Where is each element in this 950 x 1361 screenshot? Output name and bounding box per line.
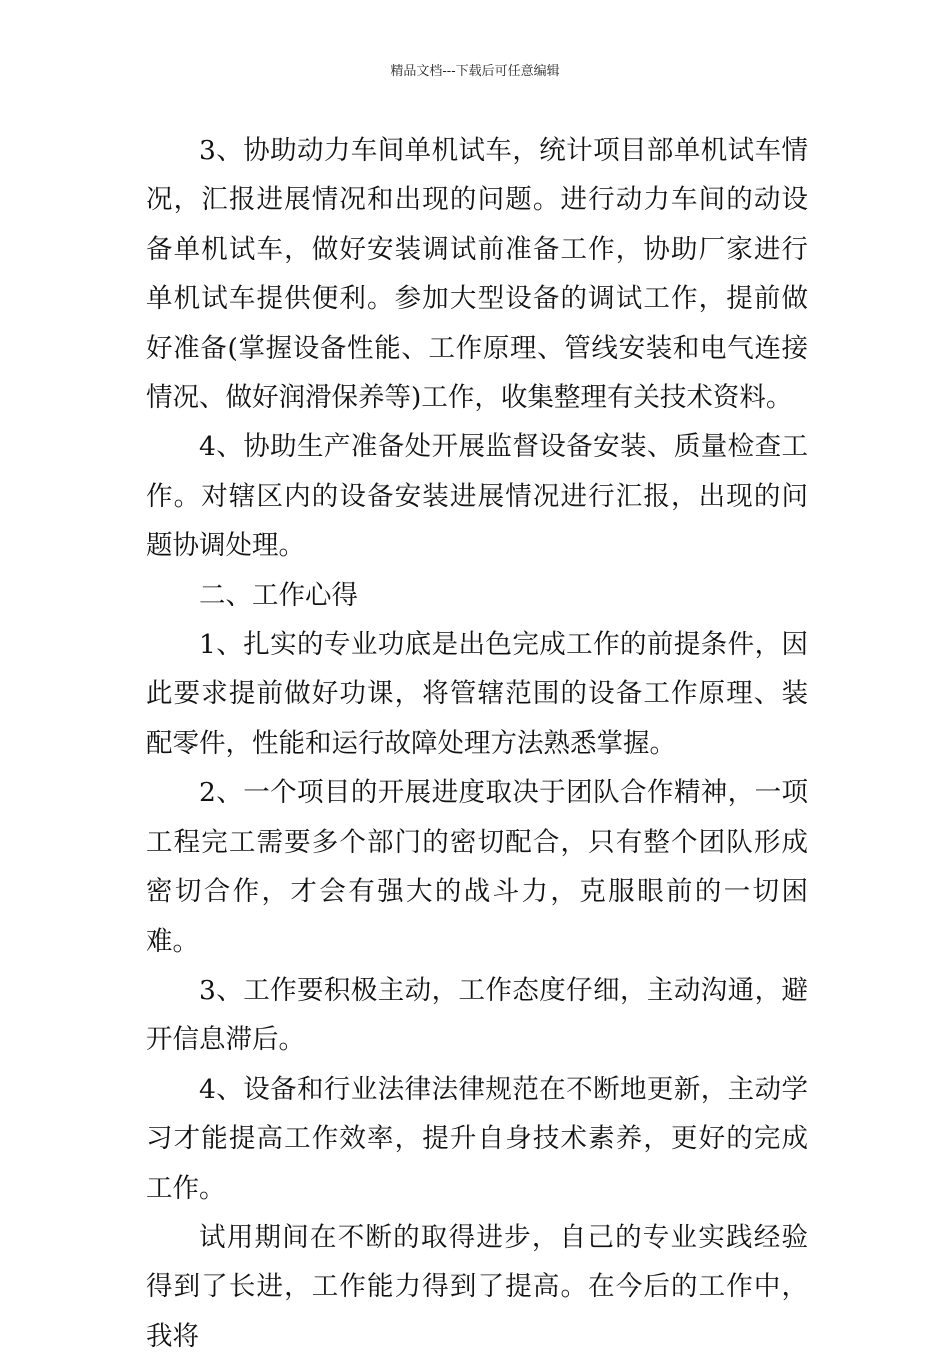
paragraph-3: 1、扎实的专业功底是出色完成工作的前提条件，因此要求提前做好功课，将管辖范围的设备工作原理、装配零件，性能和运行故障处理方法熟悉掌握。 — [146, 629, 808, 759]
paragraph-5: 3、工作要积极主动，工作态度仔细，主动沟通，避开信息滞后。 — [146, 974, 808, 1056]
paragraph-6: 4、设备和行业法律法律规范在不断地更新，主动学习才能提高工作效率，提升自身技术素养，更好的完成工作。 — [146, 1073, 808, 1204]
paragraph-2: 4、协助生产准备处开展监督设备安装、质量检查工作。对辖区内的设备安装进展情况进行汇报，出现的问题协调处理。 — [146, 431, 808, 562]
section-heading: 二、工作心得 — [199, 579, 358, 611]
document-body — [146, 126, 808, 1361]
paragraph-7: 试用期间在不断的取得进步，自己的专业实践经验得到了长进，工作能力得到了提高。在今后的工作中，我将 — [146, 1221, 808, 1352]
page-header: 精品文档---下载后可任意编辑 — [390, 64, 560, 79]
paragraph-4: 2、一个项目的开展进度取决于团队合作精神，一项工程完工需要多个部门的密切配合，只有整个团队形成密切合作，才会有强大的战斗力，克服眼前的一切困难。 — [146, 777, 808, 957]
paragraph-1: 3、协助动力车间单机试车，统计项目部单机试车情况，汇报进展情况和出现的问题。进行动力车间的动设备单机试车，做好安装调试前准备工作，协助厂家进行单机试车提供便利。参加大型设备的调试工作，提前做好准备(掌握设备性能、工作原理、管线安装和电气连接情况、做好润滑保养等)工作，收集整理有关技术资料。 — [146, 135, 808, 414]
